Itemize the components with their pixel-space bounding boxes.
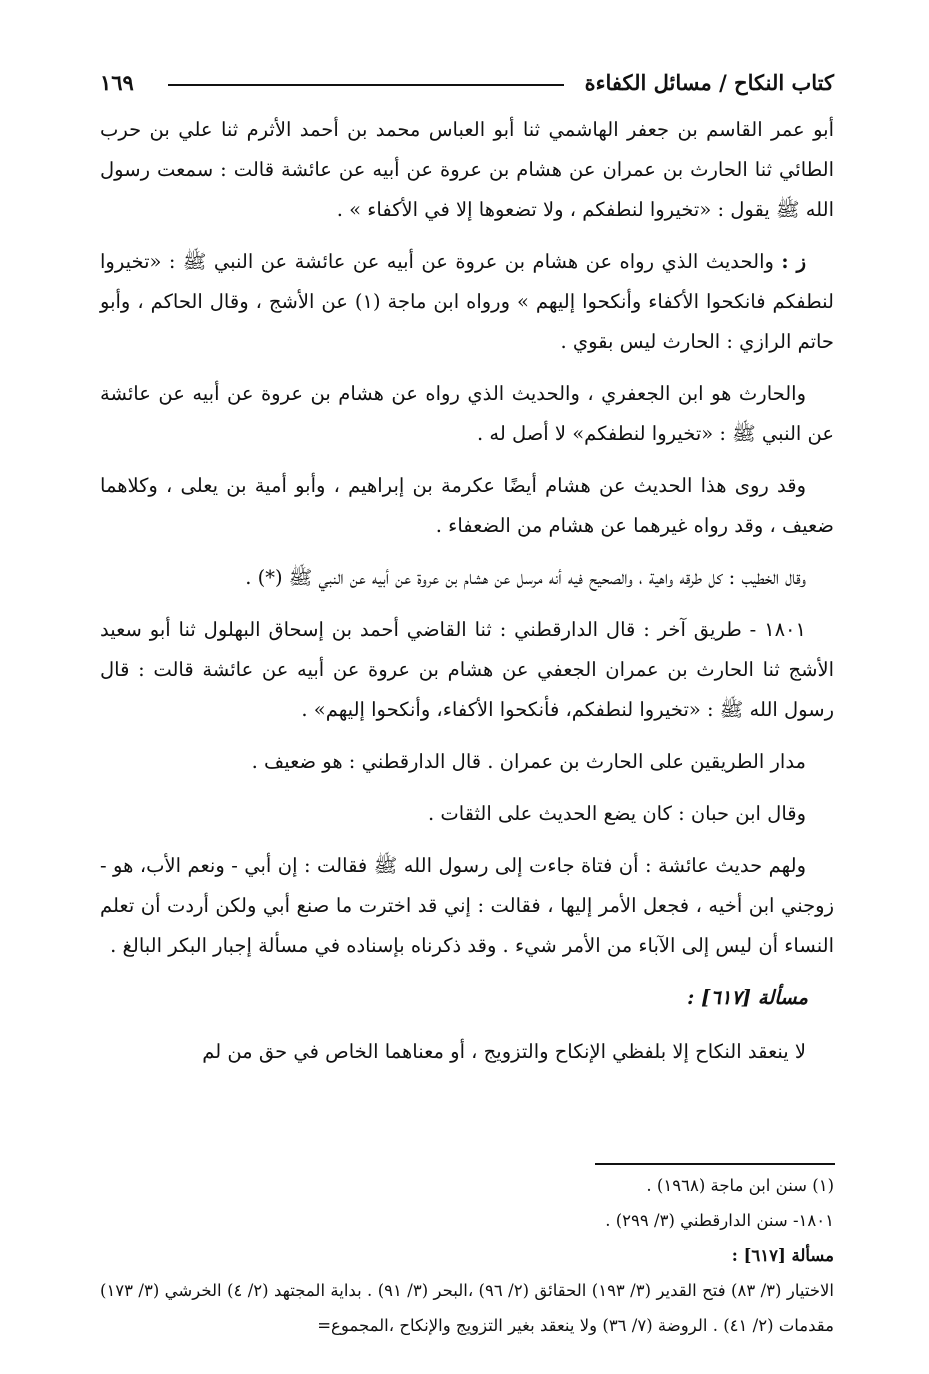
paragraph: وقد روى هذا الحديث عن هشام أيضًا عكرمة بن إبراهيم ، وأبو أمية بن يعلى ، وكلاهما ضعيف ، وقد رواه غيرهما عن هشام من الضعفاء . (100, 474, 834, 537)
page-header (100, 70, 834, 100)
footnote-separator (595, 1163, 835, 1165)
main-text (100, 110, 834, 1084)
paragraph: ز : والحديث الذي رواه عن هشام بن عروة عن أبيه عن عائشة عن النبي ﷺ : «تخيروا لنطفكم فانكحوا الأكفاء وأنكحوا إليهم » ورواه ابن ماجة (١) عن الأشج ، وقال الحاكم ، وأبو حاتم الرازي : الحارث ليس بقوي . (100, 250, 834, 353)
paragraph: أبو عمر القاسم بن جعفر الهاشمي ثنا أبو العباس محمد بن أحمد الأثرم ثنا علي بن حرب الطائي ثنا الحارث بن عمران عن هشام بن عروة عن أبيه عن عائشة قالت : سمعت رسول الله ﷺ يقول : «تخيروا لنطفكم ، ولا تضعوها إلا في الأكفاء » . (100, 118, 834, 221)
footnote: (١) سنن ابن ماجة (١٩٦٨) . (646, 1176, 834, 1195)
footnotes (100, 1168, 834, 1343)
issue-heading: مسألة [٦١٧] : (687, 986, 808, 1009)
paragraph: مدار الطريقين على الحارث بن عمران . قال الدارقطني : هو ضعيف . (251, 750, 806, 773)
paragraph: وقال الخطيب : كل طرقه واهية ، والصحيح فيه أنه مرسل عن هشام بن عروة عن أبيه عن النبي ﷺ (*) . (245, 566, 806, 589)
paragraph: وقال ابن حبان : كان يضع الحديث على الثقات . (427, 802, 806, 825)
running-title: كتاب النكاح / مسائل الكفاءة (584, 70, 834, 95)
footnote: ١٨٠١- سنن الدارقطني (٣/ ٢٩٩) . (605, 1211, 834, 1230)
paragraph: والحارث هو ابن الجعفري ، والحديث الذي رواه عن هشام بن عروة عن أبيه عن عائشة عن النبي ﷺ : «تخيروا لنطفكم» لا أصل له . (100, 382, 834, 445)
paragraph: ١٨٠١ - طريق آخر : قال الدارقطني : ثنا القاضي أحمد بن إسحاق البهلول ثنا أبو سعيد الأشج ثنا الحارث بن عمران الجعفي عن هشام بن عروة عن أبيه عن عائشة قالت : قال رسول الله ﷺ : «تخيروا لنطفكم، فأنكحوا الأكفاء، وأنكحوا إليهم» . (100, 618, 834, 721)
footnote-issue-label: مسألة [٦١٧] : (731, 1246, 834, 1265)
page-number: ١٦٩ (100, 70, 134, 95)
paragraph: ولهم حديث عائشة : أن فتاة جاءت إلى رسول الله ﷺ فقالت : إن أبي - ونعم الأب، هو - زوجني ابن أخيه ، فجعل الأمر إليها ، فقالت : إني قد اخترت ما صنع أبي ولكن أردت أن تعلم النساء أن ليس إلى الآباء من الأمر شيء . وقد ذكرناه بإسناده في مسألة إجبار البكر البالغ . (100, 854, 834, 957)
footnote: الاختيار (٣/ ٨٣) فتح القدير (٣/ ١٩٣) الحقائق (٢/ ٩٦) ،البحر (٣/ ٩١) . بداية المجتهد (٢/ ٤) الخرشي (٣/ ١٧٣) مقدمات (٢/ ٤١) . الروضة (٧/ ٣٦) ولا ينعقد بغير التزويج والإنكاح ،المجموع= (100, 1281, 835, 1335)
zay-marker: ز : (781, 250, 807, 273)
issue-paragraph: لا ينعقد النكاح إلا بلفظي الإنكاح والتزويج ، أو معناهما الخاص في حق من لم (202, 1040, 806, 1063)
header-rule (168, 84, 564, 86)
